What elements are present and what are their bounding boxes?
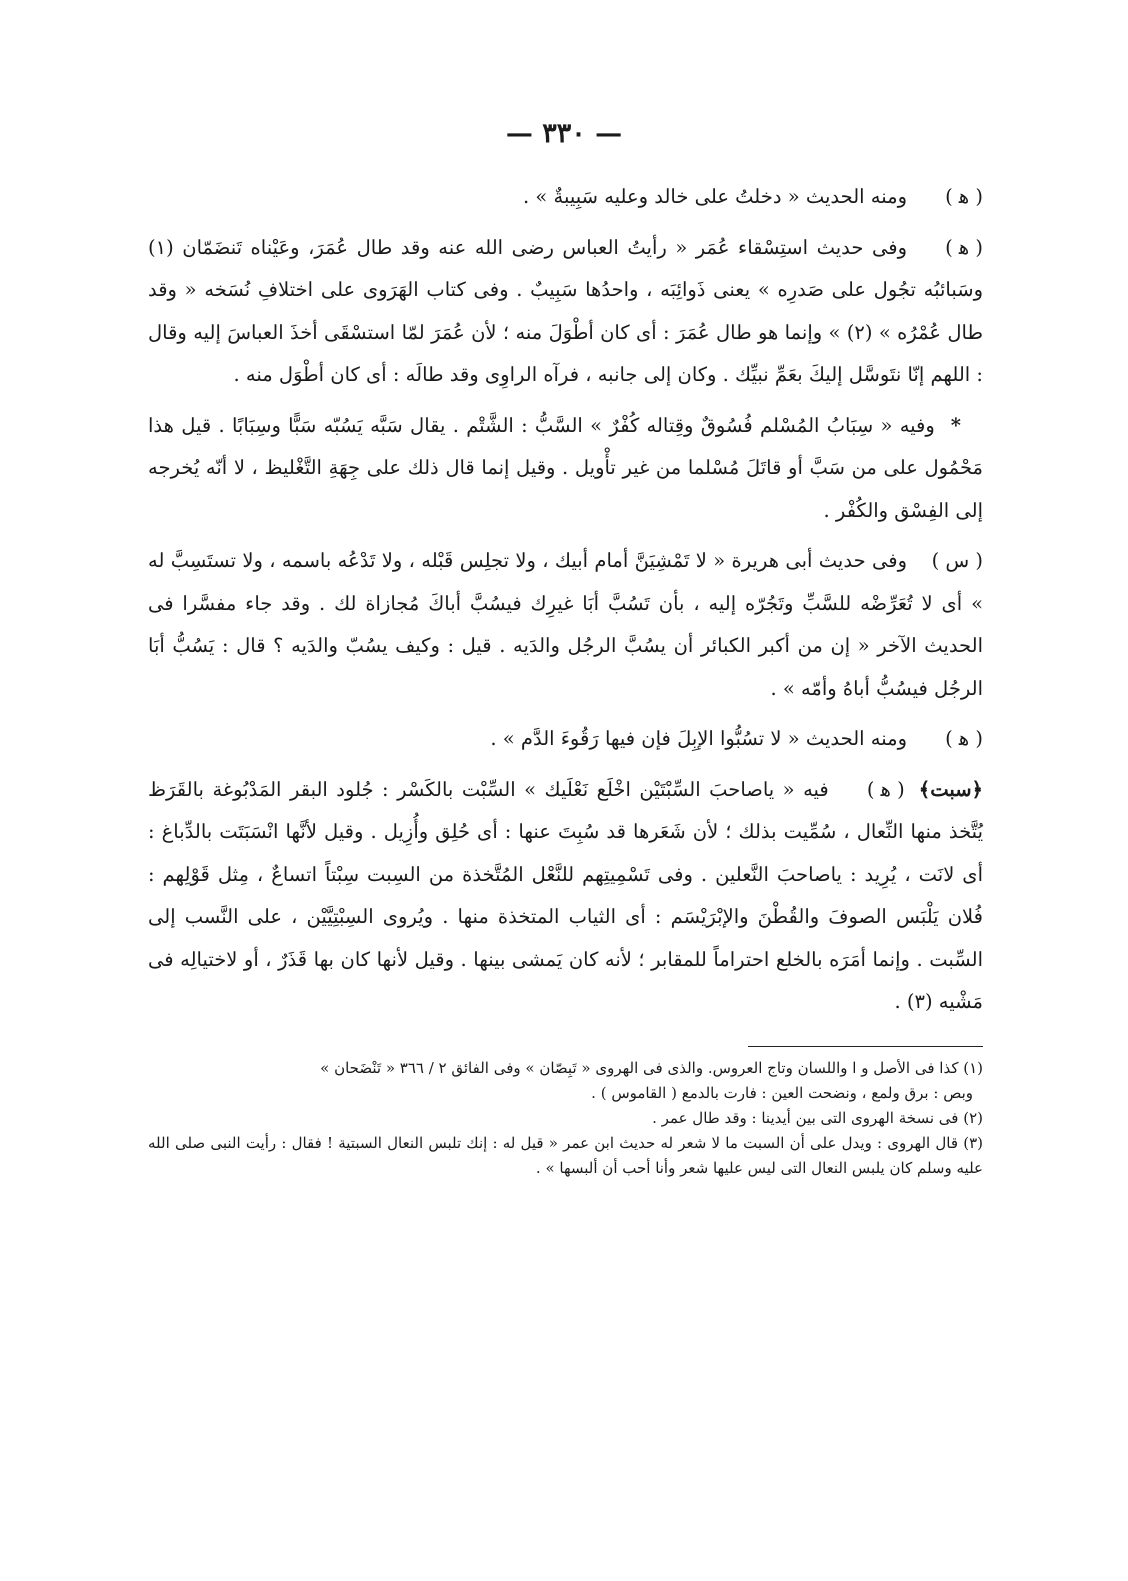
source-tag: ( ﻫ ) bbox=[945, 235, 983, 259]
page-number: — ٣٣٠ — bbox=[505, 118, 623, 149]
paragraph-text: ومنه الحديث « لا تسُبُّوا الإبِلَ فإن فيها رَقُوءَ الدَّم » . bbox=[490, 727, 907, 750]
paragraph-6 bbox=[148, 769, 983, 1024]
paragraph-2 bbox=[148, 227, 983, 397]
source-tag: ( ﻫ ) bbox=[945, 727, 983, 750]
footnote-1-continued: وبص : برق ولمع ، ونضحت العين : فارت بالدمع ( القاموس ) . bbox=[591, 1084, 973, 1102]
paragraph-1 bbox=[148, 176, 983, 219]
footnote-divider bbox=[748, 1046, 983, 1047]
footnote-3: (٣) قال الهروى : ويدل على أن السبت ما لا شعر له حديث ابن عمر « قيل له : إنك تلبس النعال السبتية ! فقال : رأيت النبى صلى الله عليه وسلم كان يلبس النعال التى ليس عليها شعر وأنا أحب أن ألبسها » . bbox=[148, 1134, 983, 1177]
paragraph-text: فيه « ياصاحبَ السِّبْتَيْن اخْلَع نَعْلَيك » السِّبْت بالكَسْر : جُلود البقر المَدْبُوغة بالقَرَظ يُتَّخذ منها النِّعال ، سُمِّيت بذلك ؛ لأن شَعَرها قد سُبِتَ عنها : أى حُلِق وأُزِيل . وقيل لأنَّها انْسَبَتَت بالدِّباغ : أى لانَت ، يُرِيد : ياصاحبَ النَّعلين . وفى تَسْمِيتِهم للنَّعْل المُتَّخذة من السِبت سِبْتاً اتساعٌ ، مِثل قَوْلِهم : فُلان يَلْبَس الصوفَ والقُطْنَ والإبْرَيْسَم : أى الثياب المتخذة منها . ويُروى السِبْتِيَّيْن ، على النَّسب إلى السِّبت . وإنما أمَرَه بالخلع احتراماً للمقابر ؛ لأنه كان يَمشى بينها . وقيل لأنها كان بها قَذَرٌ ، أو لاختيالِه فى مَشْيه (٣) . bbox=[148, 777, 983, 1013]
paragraph-4 bbox=[148, 540, 983, 710]
paragraph-text: وفى حديث استِسْقاء عُمَر « رأيتُ العباس رضى الله عنه وقد طال عُمَرَ، وعَيْناه تَنضَمّان (١) وسَبائبُه تجُول على صَدرِه » يعنى ذَوائِبَه ، واحدُها سَبِيبٌ . وفى كتاب الهَرَوى على اختلافِ نُسَخه « وقد طال عُمْرُه » (٢) » وإنما هو طال عُمَرَ : أى كان أطْوَلَ منه ؛ لأن عُمَرَ لمّا استسْقَى أخذَ العباسَ إليه وقال : اللهم إنّا نتَوسَّل إليكَ بعَمِّ نبيِّك . وكان إلى جانبه ، فرآه الراوِى وقد طالَه : أى كان أطْوَل منه . bbox=[148, 235, 984, 386]
star-marker: * bbox=[950, 413, 961, 437]
footnote-2: (٢) فى نسخة الهروى التى بين أيدينا : وقد طال عمر . bbox=[652, 1109, 983, 1127]
paragraph-text: وفيه « سِبَابُ المُسْلم فُسُوقٌ وقِتاله كُفْرٌ » السَّبُّ : الشَّتْم . يقال سَبَّه يَسُبّه سَبًّا وسِبَابًا . قيل هذا مَحْمُول على من سَبَّ أو قاتَلَ مُسْلما من غير تأْويل . وقيل إنما قال ذلك على جِهَةِ التَّغْليظ ، لا أنّه يُخرجه إلى الفِسْق والكُفْر . bbox=[148, 413, 983, 522]
source-tag: ( س ) bbox=[931, 549, 983, 572]
source-tag: ( ﻫ ) bbox=[866, 777, 905, 801]
paragraph-3 bbox=[148, 405, 983, 533]
paragraph-text: وفى حديث أبى هريرة « لا تَمْشِيَنَّ أمام أبيك ، ولا تجلِس قَبْله ، ولا تَدْعُه باسمه ، ولا تستَسِبَّ له » أى لا تُعَرِّضْه للسَّبِّ وتَجُرّه إليه ، بأن تَسُبَّ أبَا غيرِك فيسُبَّ أباكَ مُجازاة لك . وقد جاء مفسَّرا فى الحديث الآخر « إن من أكبر الكبائر أن يسُبَّ الرجُل والدَيه . قيل : وكيف يسُبّ والدَيه ؟ قال : يَسُبُّ أبَا الرجُل فيسُبُّ أباهُ وأمّه » . bbox=[148, 549, 983, 700]
main-text bbox=[148, 176, 983, 1024]
footnotes bbox=[148, 1056, 983, 1181]
footnote-1: (١) كذا فى الأصل و ا واللسان وتاج العروس. والذى فى الهروى « تَبِصّان » وفى الفائق ٢ / ٣٦٦ « تَنْضَحان » bbox=[320, 1059, 983, 1077]
paragraph-text: ومنه الحديث « دخلتُ على خالد وعليه سَبِيبةٌ » . bbox=[523, 185, 907, 208]
paragraph-5 bbox=[148, 718, 983, 761]
source-tag: ( ﻫ ) bbox=[945, 185, 983, 208]
entry-headword: ﴿سبت﴾ bbox=[918, 777, 983, 801]
